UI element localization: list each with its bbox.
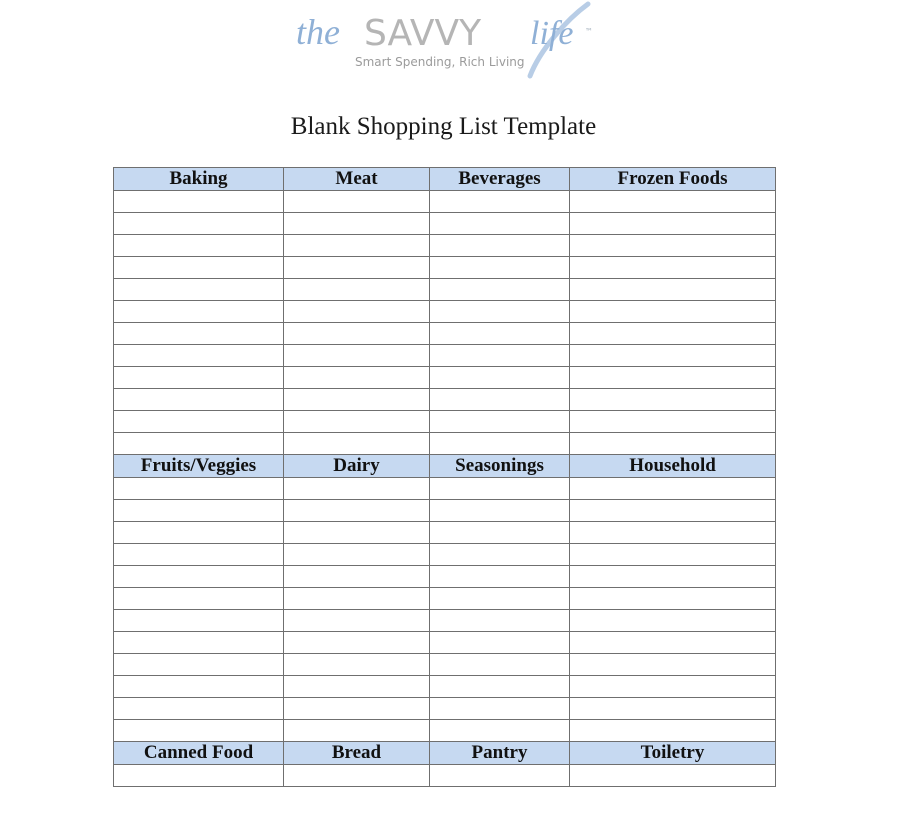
list-cell[interactable] [284,632,430,654]
list-cell[interactable] [284,323,430,345]
list-row [114,367,776,389]
logo-tm: ™ [585,27,593,36]
list-row [114,765,776,787]
list-cell[interactable] [284,500,430,522]
list-cell[interactable] [430,588,570,610]
logo-savvy: SAVVY [364,13,482,54]
list-row [114,720,776,742]
list-cell[interactable] [114,544,284,566]
list-cell[interactable] [284,257,430,279]
list-row [114,411,776,433]
list-cell[interactable] [114,588,284,610]
list-cell[interactable] [570,213,776,235]
list-row [114,544,776,566]
list-cell[interactable] [430,345,570,367]
list-cell[interactable] [430,566,570,588]
list-cell[interactable] [570,279,776,301]
list-row [114,213,776,235]
list-cell[interactable] [570,478,776,500]
list-cell[interactable] [284,191,430,213]
category-header: Beverages [430,168,570,191]
list-cell[interactable] [284,654,430,676]
list-cell[interactable] [570,500,776,522]
list-cell[interactable] [430,676,570,698]
list-cell[interactable] [570,654,776,676]
list-cell[interactable] [284,411,430,433]
list-cell[interactable] [284,544,430,566]
category-header: Bread [284,742,430,765]
list-row [114,345,776,367]
list-cell[interactable] [114,345,284,367]
list-cell[interactable] [114,191,284,213]
list-row [114,566,776,588]
list-row [114,279,776,301]
list-cell[interactable] [570,367,776,389]
list-row [114,698,776,720]
list-cell[interactable] [114,566,284,588]
list-cell[interactable] [114,367,284,389]
list-cell[interactable] [430,544,570,566]
list-row [114,610,776,632]
category-header: Household [570,455,776,478]
list-cell[interactable] [570,345,776,367]
list-cell[interactable] [430,698,570,720]
list-cell[interactable] [570,632,776,654]
category-header: Meat [284,168,430,191]
list-cell[interactable] [284,478,430,500]
list-cell[interactable] [114,676,284,698]
list-row [114,676,776,698]
list-cell[interactable] [114,698,284,720]
logo-life: life [530,15,574,52]
logo-the: the [296,12,340,52]
list-cell[interactable] [570,588,776,610]
list-cell[interactable] [284,301,430,323]
category-header-row [114,168,776,191]
shopping-list-table [113,167,776,787]
list-cell[interactable] [430,301,570,323]
list-cell[interactable] [284,765,430,787]
list-row [114,433,776,455]
list-cell[interactable] [430,367,570,389]
list-cell[interactable] [570,610,776,632]
list-cell[interactable] [284,345,430,367]
list-cell[interactable] [114,213,284,235]
list-row [114,389,776,411]
list-cell[interactable] [570,411,776,433]
list-cell[interactable] [430,610,570,632]
list-cell[interactable] [430,632,570,654]
list-cell[interactable] [284,698,430,720]
list-cell[interactable] [430,235,570,257]
category-header: Seasonings [430,455,570,478]
list-cell[interactable] [284,610,430,632]
category-header-row [114,742,776,765]
list-cell[interactable] [570,235,776,257]
category-header: Fruits/Veggies [114,455,284,478]
list-cell[interactable] [284,566,430,588]
list-cell[interactable] [114,654,284,676]
list-row [114,588,776,610]
list-cell[interactable] [114,433,284,455]
savvy-life-logo [0,0,907,80]
list-cell[interactable] [430,500,570,522]
list-cell[interactable] [114,632,284,654]
list-row [114,235,776,257]
category-header-row [114,455,776,478]
list-cell[interactable] [284,235,430,257]
list-cell[interactable] [570,566,776,588]
list-cell[interactable] [284,720,430,742]
list-cell[interactable] [114,500,284,522]
list-cell[interactable] [430,257,570,279]
list-cell[interactable] [570,257,776,279]
list-cell[interactable] [114,235,284,257]
list-row [114,654,776,676]
logo-tagline: Smart Spending, Rich Living [355,55,525,69]
list-row [114,191,776,213]
list-cell[interactable] [570,544,776,566]
list-cell[interactable] [114,279,284,301]
list-cell[interactable] [114,478,284,500]
page-title: Blank Shopping List Template [290,113,597,140]
list-cell[interactable] [114,610,284,632]
list-row [114,301,776,323]
list-cell[interactable] [284,213,430,235]
category-header: Dairy [284,455,430,478]
list-cell[interactable] [570,433,776,455]
list-cell[interactable] [114,323,284,345]
category-header: Frozen Foods [570,168,776,191]
list-row [114,522,776,544]
list-cell[interactable] [284,279,430,301]
list-cell[interactable] [284,389,430,411]
category-header: Canned Food [114,742,284,765]
list-row [114,632,776,654]
list-cell[interactable] [570,720,776,742]
list-row [114,323,776,345]
list-cell[interactable] [430,433,570,455]
list-cell[interactable] [284,676,430,698]
list-cell[interactable] [430,191,570,213]
category-header: Baking [114,168,284,191]
list-cell[interactable] [570,301,776,323]
list-cell[interactable] [114,522,284,544]
list-cell[interactable] [430,720,570,742]
list-cell[interactable] [430,213,570,235]
list-cell[interactable] [570,698,776,720]
list-cell[interactable] [570,765,776,787]
list-cell[interactable] [570,323,776,345]
list-cell[interactable] [114,411,284,433]
list-cell[interactable] [570,389,776,411]
list-cell[interactable] [284,522,430,544]
list-cell[interactable] [430,411,570,433]
list-row [114,500,776,522]
category-header: Toiletry [570,742,776,765]
list-cell[interactable] [430,765,570,787]
list-cell[interactable] [114,389,284,411]
list-cell[interactable] [430,279,570,301]
list-row [114,257,776,279]
list-cell[interactable] [114,257,284,279]
list-cell[interactable] [430,478,570,500]
list-cell[interactable] [284,588,430,610]
list-cell[interactable] [430,323,570,345]
list-cell[interactable] [570,676,776,698]
list-cell[interactable] [430,654,570,676]
list-cell[interactable] [114,765,284,787]
list-cell[interactable] [114,301,284,323]
list-row [114,478,776,500]
list-cell[interactable] [114,720,284,742]
list-cell[interactable] [284,433,430,455]
list-cell[interactable] [570,522,776,544]
list-cell[interactable] [570,191,776,213]
category-header: Pantry [430,742,570,765]
list-cell[interactable] [284,367,430,389]
list-cell[interactable] [430,522,570,544]
list-cell[interactable] [430,389,570,411]
